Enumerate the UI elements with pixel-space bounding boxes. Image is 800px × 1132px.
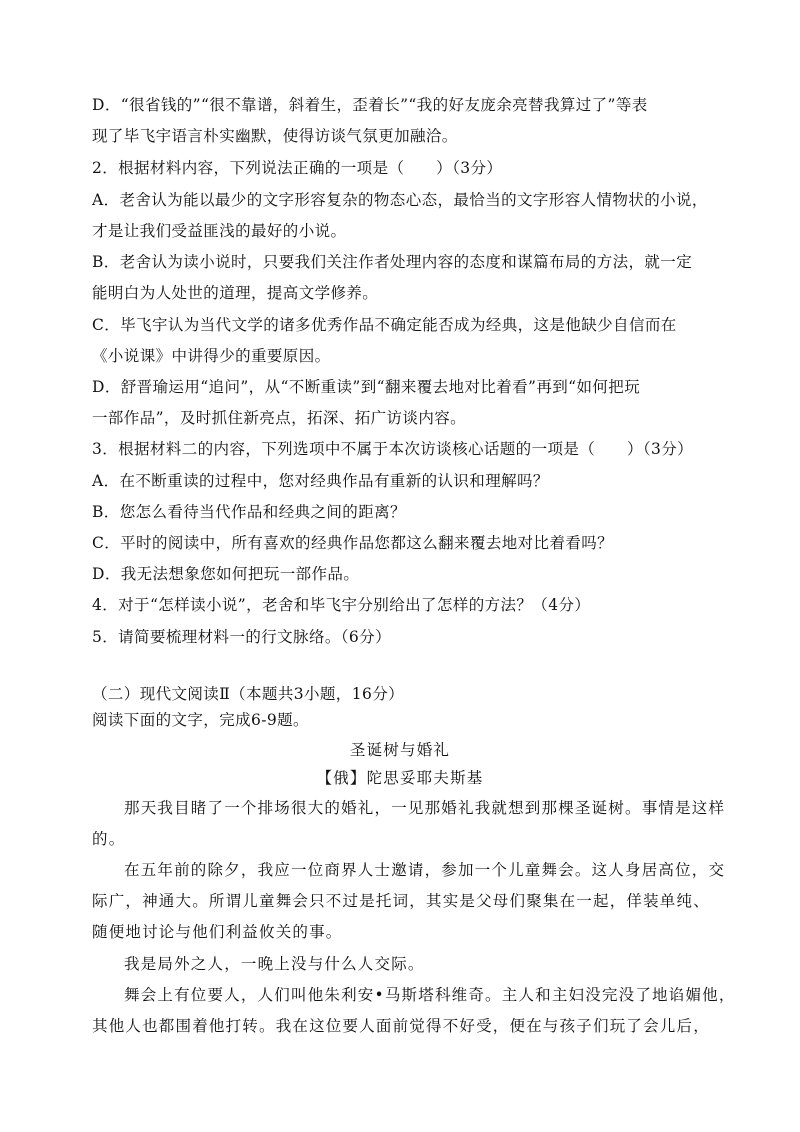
q2-option-c-line1: C．毕飞宇认为当代文学的诸多优秀作品不确定能否成为经典，这是他缺少自信而在 bbox=[92, 316, 677, 334]
story-paragraph-1-line2: 的。 bbox=[92, 830, 126, 848]
story-paragraph-1-line1: 那天我目睹了一个排场很大的婚礼，一见那婚礼我就想到那棵圣诞树。事情是这样 bbox=[124, 799, 726, 817]
story-paragraph-4-line1: 舞会上有位要人，人们叫他朱利安•马斯塔科维奇。主人和主妇没完没了地谄媚他， bbox=[124, 986, 736, 1004]
q3-option-b: B．您怎么看待当代作品和经典之间的距离？ bbox=[92, 503, 406, 521]
q5-question: 5．请简要梳理材料一的行文脉络。（6分） bbox=[92, 628, 391, 646]
q1-option-d-line2: 现了毕飞宇语言朴实幽默，使得访谈气氛更加融洽。 bbox=[92, 127, 458, 145]
q1-option-d-line1: D．“很省钱的”“很不靠谱，斜着生，歪着长”“我的好友庞余亮替我算过了”等表 bbox=[92, 96, 648, 114]
story-paragraph-4-line2: 其他人也都围着他打转。我在这位要人面前觉得不好受，便在与孩子们玩了会儿后， bbox=[92, 1017, 710, 1035]
q2-option-a-line2: 才是让我们受益匪浅的最好的小说。 bbox=[92, 222, 347, 240]
story-paragraph-3-line1: 我是局外之人，一晚上没与什么人交际。 bbox=[124, 955, 425, 973]
section2-heading: （二）现代文阅读Ⅱ（本题共3小题，16分） bbox=[92, 685, 405, 703]
q3-option-d: D．我无法想象您如何把玩一部作品。 bbox=[92, 565, 360, 583]
q2-option-d-line1: D．舒晋瑜运用“追问”，从“不断重读”到“翻来覆去地对比着看”再到“如何把玩 bbox=[92, 378, 641, 396]
q2-option-c-line2: 《小说课》中讲得少的重要原因。 bbox=[92, 347, 331, 365]
story-paragraph-2-line1: 在五年前的除夕，我应一位商界人士邀请，参加一个儿童舞会。这人身居高位，交 bbox=[124, 861, 726, 879]
story-title: 圣诞树与婚礼 bbox=[349, 741, 451, 759]
story-author: 【俄】陀思妥耶夫斯基 bbox=[316, 769, 484, 787]
q2-option-b-line2: 能明白为人处世的道理，提高文学修养。 bbox=[92, 284, 379, 302]
q2-option-a-line1: A．老舍认为能以最少的文字形容复杂的物态心态，最恰当的文字形容人情物状的小说， bbox=[92, 191, 708, 209]
q3-stem: 3．根据材料二的内容，下列选项中不属于本次访谈核心话题的一项是（ ）（3分） bbox=[92, 440, 694, 458]
story-paragraph-2-line2: 际广，神通大。所谓儿童舞会只不过是托词，其实是父母们聚集在一起，佯装单纯、 bbox=[92, 892, 710, 910]
q3-option-c: C．平时的阅读中，所有喜欢的经典作品您都这么翻来覆去地对比着看吗？ bbox=[92, 534, 614, 552]
q2-option-b-line1: B．老舍认为读小说时，只要我们关注作者处理内容的态度和谋篇布局的方法，就一定 bbox=[92, 253, 693, 271]
section2-instruction: 阅读下面的文字，完成6-9题。 bbox=[92, 711, 309, 729]
q2-option-d-line2: 一部作品”，及时抓住新亮点，拓深、拓广访谈内容。 bbox=[92, 409, 467, 427]
q4-question: 4．对于“怎样读小说”，老舍和毕飞宇分别给出了怎样的方法？（4分） bbox=[92, 596, 591, 614]
story-paragraph-2-line3: 随便地讨论与他们利益攸关的事。 bbox=[92, 923, 343, 941]
q3-option-a: A．在不断重读的过程中，您对经典作品有重新的认识和理解吗？ bbox=[92, 472, 549, 490]
q2-stem: 2．根据材料内容，下列说法正确的一项是（ ）（3分） bbox=[92, 159, 503, 177]
